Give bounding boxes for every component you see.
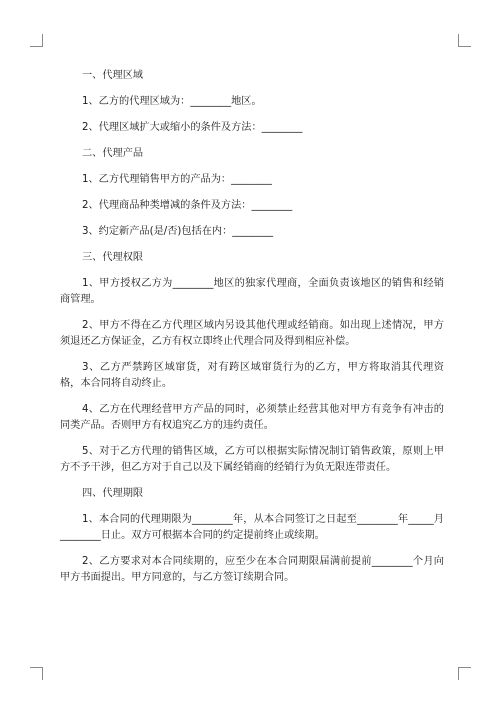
crop-mark-bottom-right: [458, 667, 471, 680]
section-heading-2: 二、代理产品: [82, 148, 144, 159]
paragraph-1-1: 1、乙方的代理区域为：________地区。: [82, 96, 262, 107]
section-heading-4: 四、代理期限: [82, 488, 144, 499]
section-heading-1: 一、代理区域: [82, 70, 144, 81]
crop-mark-top-left: [30, 34, 43, 47]
paragraph-3-1: 1、甲方授权乙方为________地区的独家代理商，全面负责该地区的销售和经销商管理。: [60, 278, 444, 305]
paragraph-2-1: 1、乙方代理销售甲方的产品为：________: [82, 174, 272, 185]
paragraph-4-2: 2、乙方要求对本合同续期的，应至少在本合同期限届满前提前________个月向甲方书面提出。甲方同意的，与乙方签订续期合同。: [60, 556, 444, 583]
section-heading-3: 三、代理权限: [82, 252, 144, 263]
crop-mark-top-right: [458, 34, 471, 47]
paragraph-4-1: 1、本合同的代理期限为________年，从本合同签订之日起至________年_____月________日止。双方可根据本合同的约定提前终止或续期。: [60, 514, 444, 541]
paragraph-3-4: 4、乙方在代理经营甲方产品的同时，必须禁止经营其他对甲方有竞争有冲击的同类产品。否则甲方有权追究乙方的违约责任。: [60, 404, 444, 431]
document-body: [60, 68, 444, 586]
paragraph-1-2: 2、代理区域扩大或缩小的条件及方法：________: [82, 122, 303, 133]
paragraph-2-2: 2、代理商品种类增减的条件及方法：________: [82, 200, 293, 211]
paragraph-3-3: 3、乙方严禁跨区域窜货，对有跨区域窜货行为的乙方，甲方将取消其代理资格，本合同将自动终止。: [60, 362, 444, 389]
paragraph-3-5: 5、对于乙方代理的销售区域，乙方可以根据实际情况制订销售政策，原则上甲方不予干涉，但乙方对于自己以及下属经销商的经销行为负无限连带责任。: [60, 446, 444, 473]
crop-mark-bottom-left: [30, 667, 43, 680]
paragraph-2-3: 3、约定新产品(是/否)包括在内：________: [82, 226, 274, 237]
paragraph-3-2: 2、甲方不得在乙方代理区域内另设其他代理或经销商。如出现上述情况，甲方须退还乙方保证金，乙方有权立即终止代理合同及得到相应补偿。: [60, 320, 444, 347]
